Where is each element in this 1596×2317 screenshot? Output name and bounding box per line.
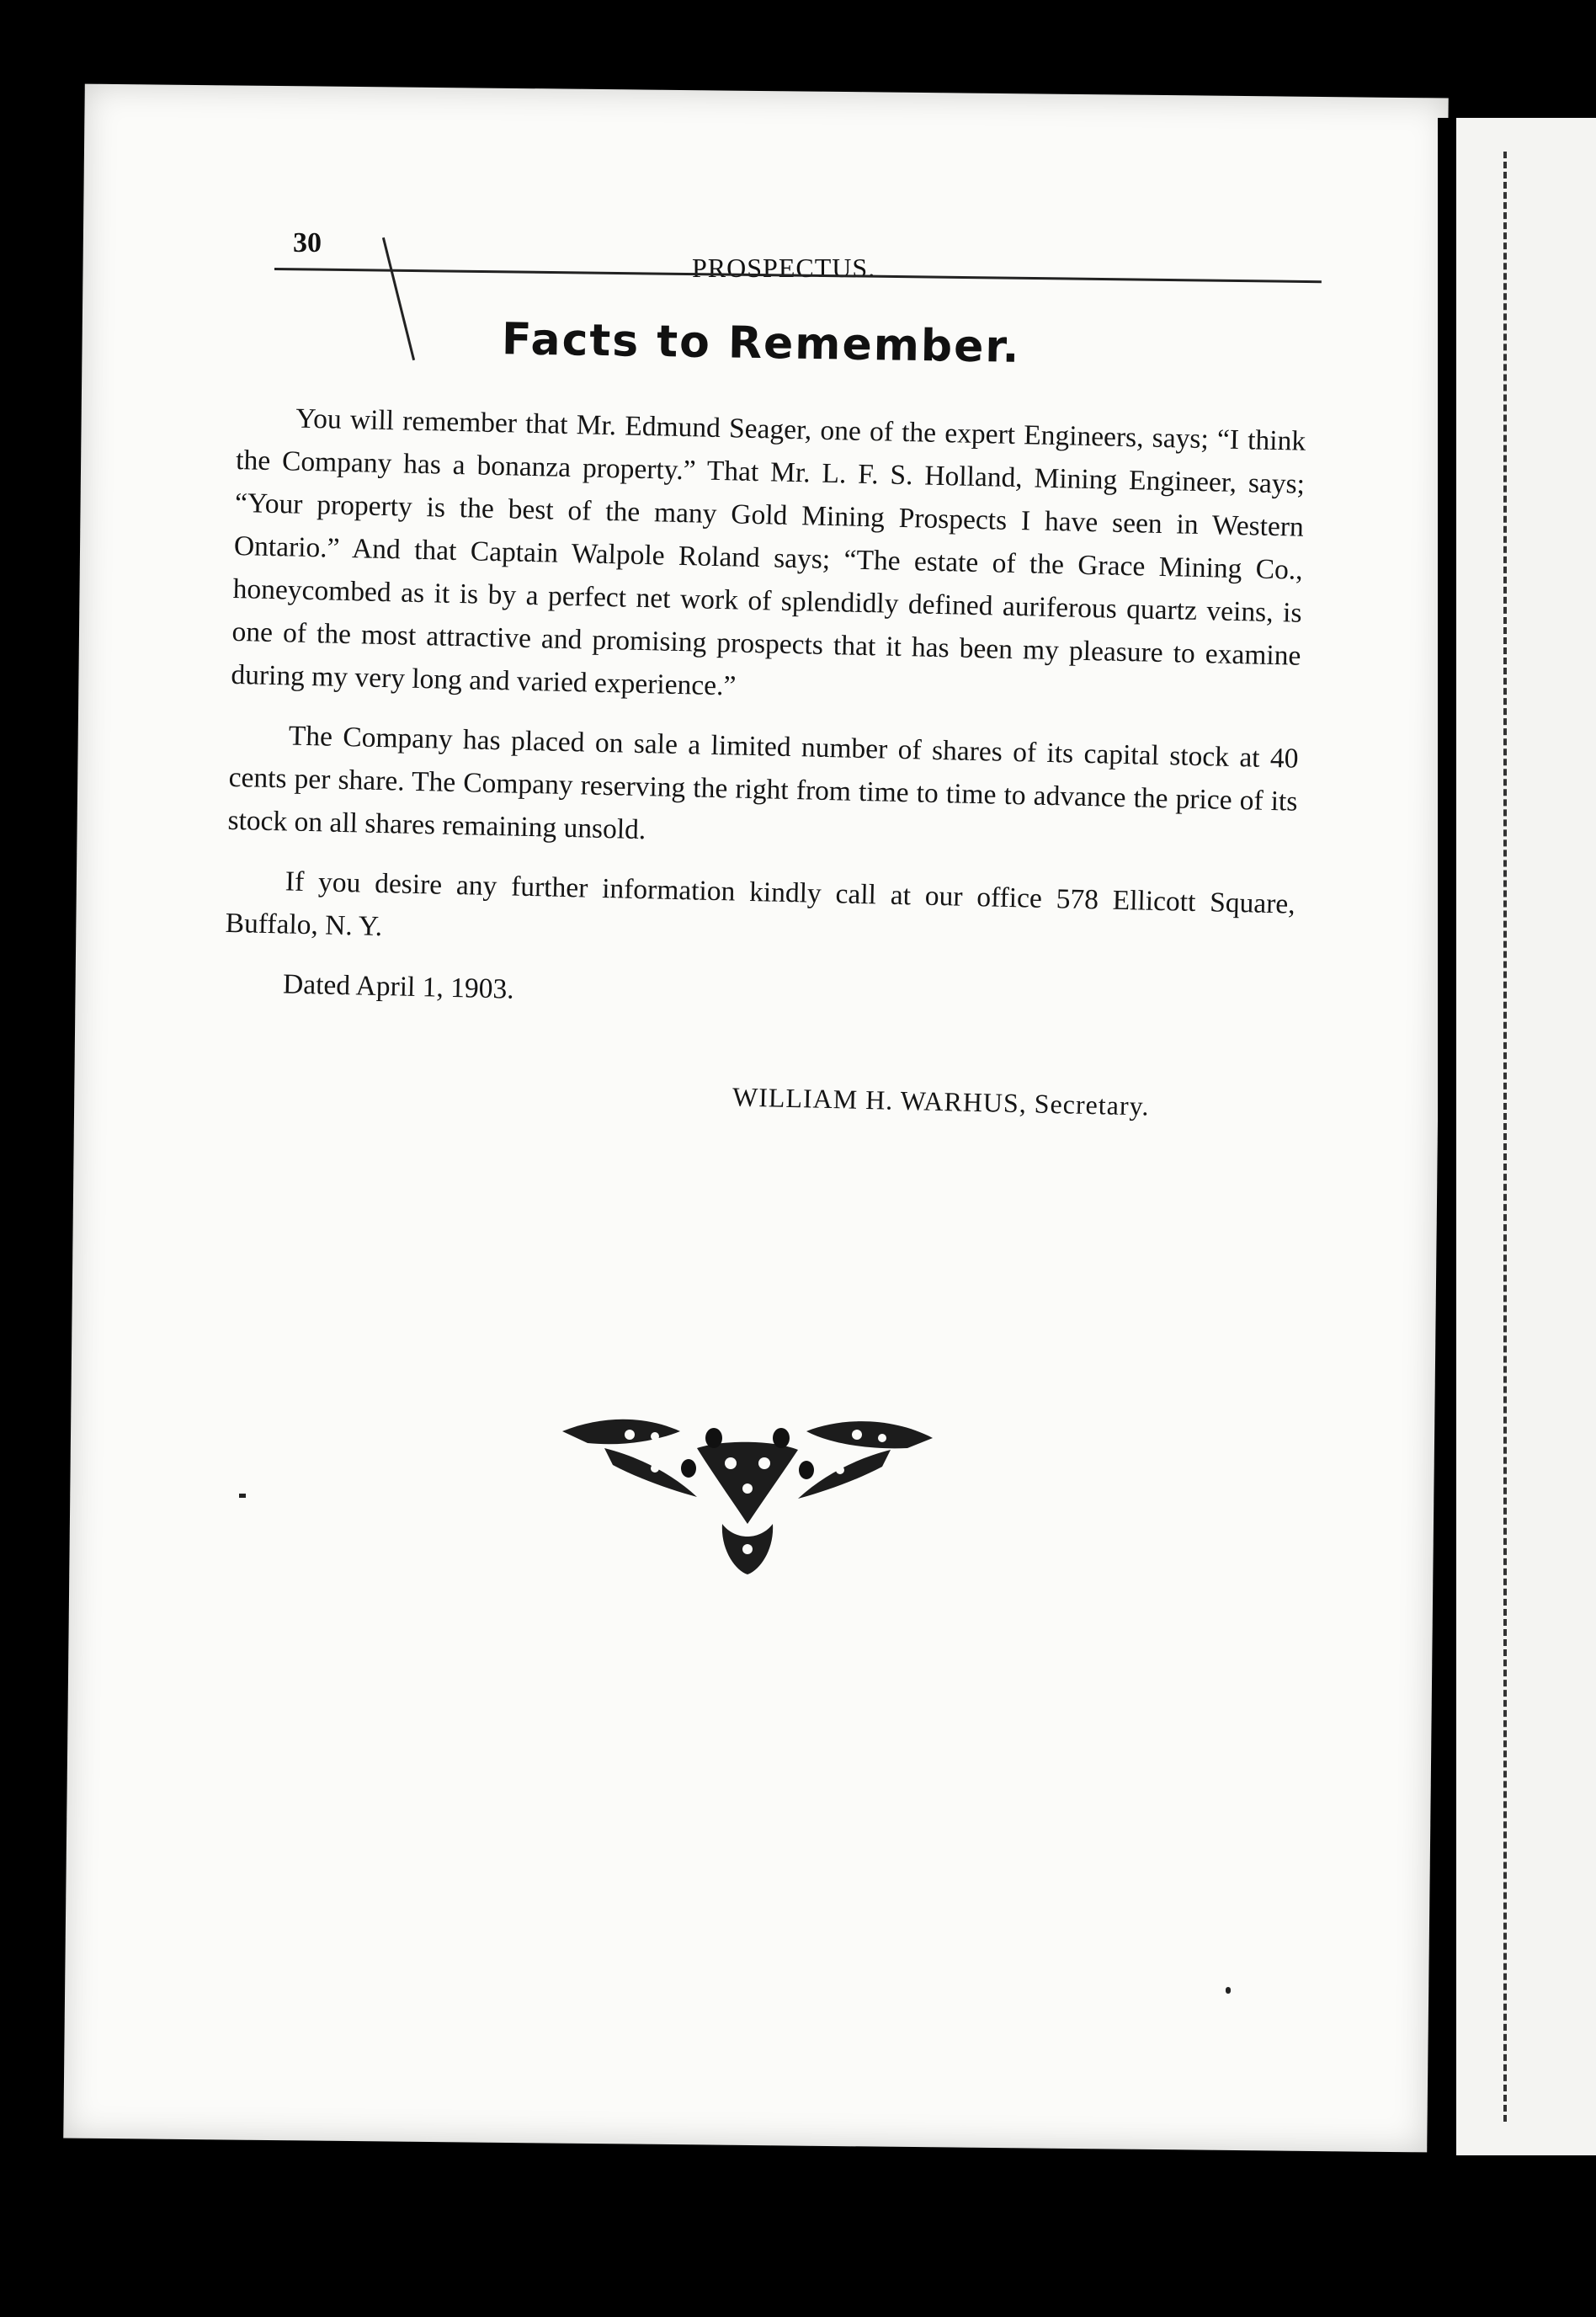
page-number: 30 bbox=[293, 227, 322, 258]
article-body bbox=[223, 396, 1306, 1046]
article-title: Facts to Remember. bbox=[501, 314, 1021, 373]
oak-leaf-acorn-ornament-icon bbox=[554, 1398, 941, 1583]
ink-speck bbox=[1226, 1987, 1231, 1994]
date-line: Dated April 1, 1903. bbox=[282, 968, 514, 1005]
document-page bbox=[63, 84, 1448, 2153]
paragraph-3: If you desire any further information kindly call at our office 578 Ellicott Square, Buffalo, N. Y. bbox=[225, 866, 1296, 943]
ink-speck bbox=[239, 1494, 246, 1498]
paragraph-1: You will remember that Mr. Edmund Seager, one of the expert Engineers, says; “I think the Company has a bonanza property.” That Mr. L. F. S. Holland, Mining Engineer, says; “Your property is the best of the many Gold Mining Prospects I have seen in Western Ontario.” And that Captain Walpole Roland says; “The estate of the Grace Mining Co., honeycombed as it is by a perfect net work of splendidly defined auriferous quartz veins, is one of the most attractive and promising prospects that it has been my pleasure to examine during my very long and varied experience.” bbox=[231, 402, 1306, 702]
paragraph-2: The Company has placed on sale a limited number of shares of its capital stock at 40 cents per share. The Company reserving the right from time to time to advance the price of its stock on all shares remaining unsold. bbox=[227, 720, 1299, 846]
book-spine bbox=[1438, 118, 1456, 2155]
perforated-edge bbox=[1503, 152, 1507, 2122]
running-title: PROSPECTUS. bbox=[692, 253, 876, 283]
running-head bbox=[199, 227, 1377, 283]
adjacent-page-edge bbox=[1456, 118, 1596, 2155]
signature-line: WILLIAM H. WARHUS, Secretary. bbox=[732, 1081, 1150, 1121]
